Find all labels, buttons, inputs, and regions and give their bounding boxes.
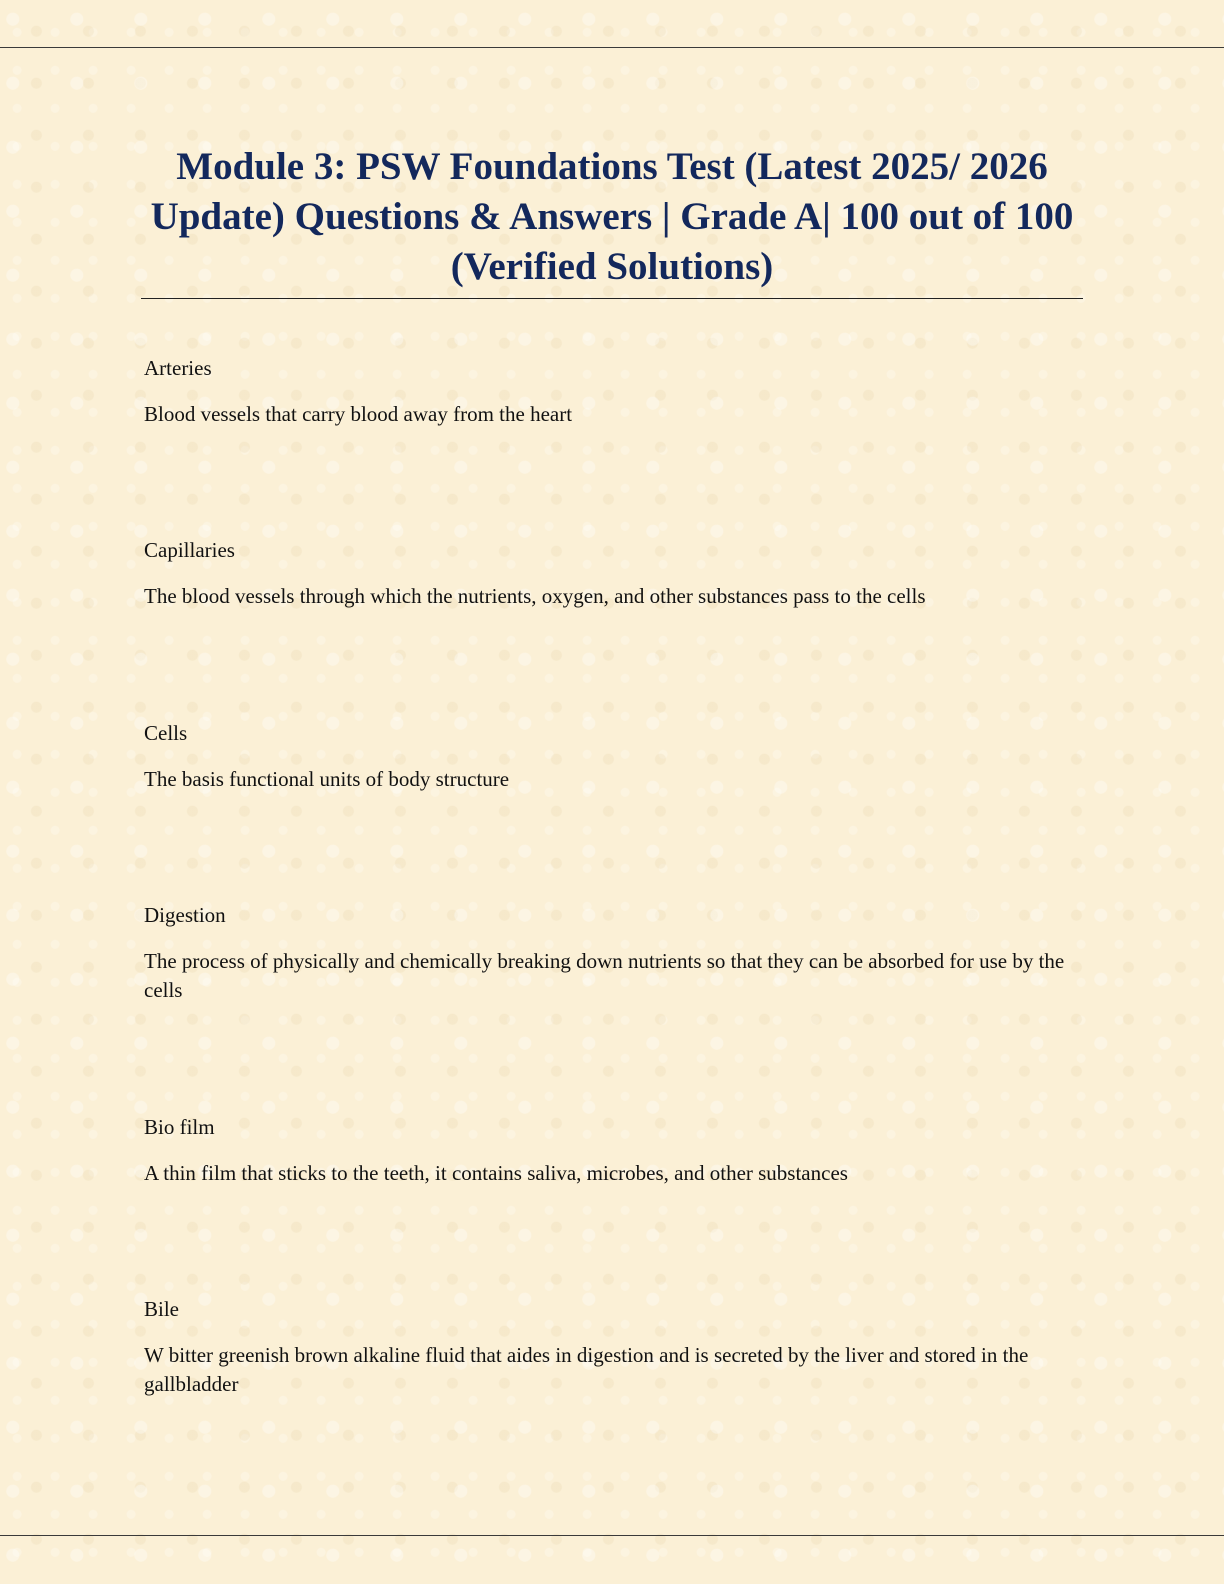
glossary-definition: A thin film that sticks to the teeth, it contains saliva, microbes, and other substances	[144, 1161, 848, 1185]
glossary-entry	[144, 354, 1074, 429]
glossary-definition: The blood vessels through which the nutrients, oxygen, and other substances pass to the cells	[144, 584, 926, 608]
glossary-definition: W bitter greenish brown alkaline fluid that aides in digestion and is secreted by the liver and stored in the gallbladder	[144, 1343, 1029, 1396]
glossary-definition: Blood vessels that carry blood away from the heart	[144, 402, 573, 426]
glossary-term: Arteries	[144, 356, 212, 380]
document-title: Module 3: PSW Foundations Test (Latest 2025/ 2026 Update) Questions & Answers | Grade A| 100 out of 100 (Verified Solutions)	[150, 145, 1074, 288]
glossary-term: Bio film	[144, 1115, 215, 1139]
footer-divider	[0, 1535, 1224, 1536]
glossary-entry	[144, 719, 1074, 794]
glossary-definition: The process of physically and chemically breaking down nutrients so that they can be absorbed for use by the cells	[144, 949, 1065, 1002]
glossary-entry	[144, 901, 1074, 1005]
glossary-definition: The basis functional units of body structure	[144, 767, 510, 791]
glossary-term: Cells	[144, 721, 188, 745]
glossary-entry	[144, 1295, 1074, 1399]
glossary-entry	[144, 1113, 1074, 1188]
header-divider	[0, 47, 1224, 48]
glossary-term: Digestion	[144, 903, 226, 927]
glossary-term: Capillaries	[144, 538, 235, 562]
glossary-term: Bile	[144, 1297, 179, 1321]
title-block	[141, 142, 1083, 299]
glossary-entry	[144, 536, 1074, 611]
